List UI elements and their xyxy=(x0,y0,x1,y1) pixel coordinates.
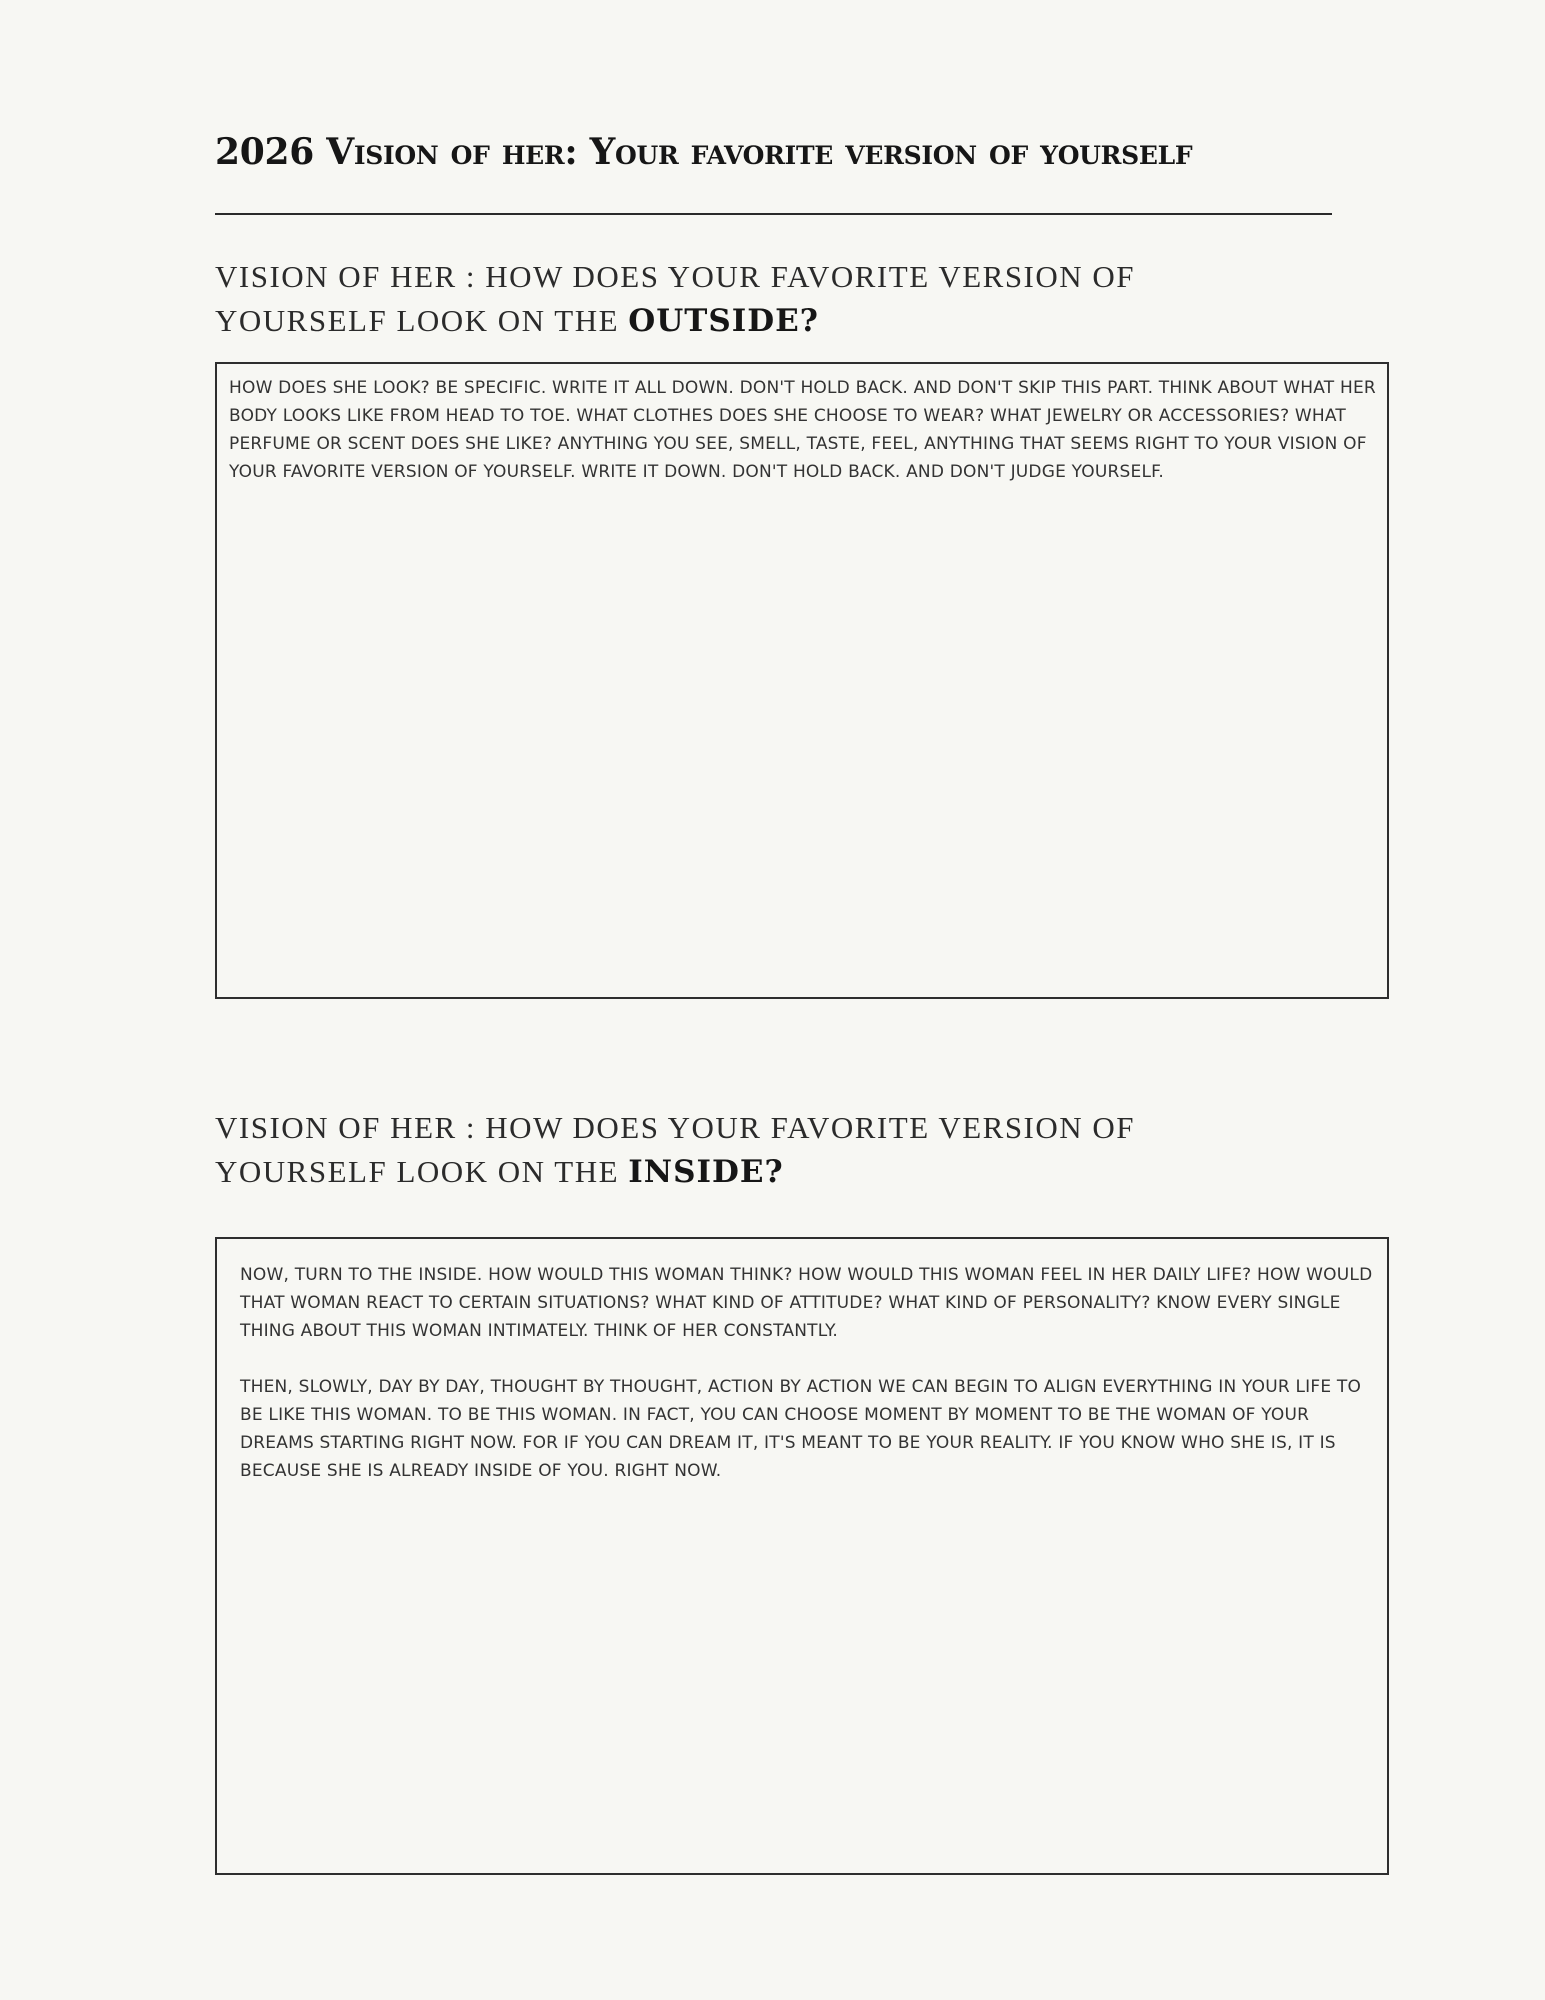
outside-writing-box[interactable] xyxy=(215,362,1389,999)
section-heading-outside-prefix: VISION OF HER : HOW DOES YOUR FAVORITE VERSION OF YOURSELF LOOK ON THE xyxy=(215,259,1136,338)
section-heading-outside-emphasis: OUTSIDE? xyxy=(628,303,819,339)
outside-prompt-text: HOW DOES SHE LOOK? BE SPECIFIC. WRITE IT ALL DOWN. DON'T HOLD BACK. AND DON'T SKIP THIS PART. THINK ABOUT WHAT HER BODY LOOKS LIKE FROM HEAD TO TOE. WHAT CLOTHES DOES SHE CHOOSE TO WEAR? WHAT JEWELRY OR ACCESSORIES? WHAT PERFUME OR SCENT DOES SHE LIKE? ANYTHING YOU SEE, SMELL, TASTE, FEEL, ANYTHING THAT SEEMS RIGHT TO YOUR VISION OF YOUR FAVORITE VERSION OF YOURSELF. WRITE IT DOWN. DON'T HOLD BACK. AND DON'T JUDGE YOURSELF. xyxy=(229,378,1376,482)
title-divider xyxy=(215,213,1332,215)
page-title: 2026 Vision of her: Your favorite version of yourself xyxy=(215,131,1193,173)
section-heading-inside-emphasis: INSIDE? xyxy=(628,1154,784,1190)
section-heading-outside xyxy=(215,255,1215,343)
inside-prompt-paragraph-1: NOW, TURN TO THE INSIDE. HOW WOULD THIS WOMAN THINK? HOW WOULD THIS WOMAN FEEL IN HER DAILY LIFE? HOW WOULD THAT WOMAN REACT TO CERTAIN SITUATIONS? WHAT KIND OF ATTITUDE? WHAT KIND OF PERSONALITY? KNOW EVERY SINGLE THING ABOUT THIS WOMAN INTIMATELY. THINK OF HER CONSTANTLY. xyxy=(240,1265,1373,1341)
inside-writing-box[interactable] xyxy=(215,1237,1389,1875)
section-heading-inside xyxy=(215,1106,1215,1194)
section-heading-inside-prefix: VISION OF HER : HOW DOES YOUR FAVORITE VERSION OF YOURSELF LOOK ON THE xyxy=(215,1110,1136,1189)
inside-prompt-paragraph-2: THEN, SLOWLY, DAY BY DAY, THOUGHT BY THOUGHT, ACTION BY ACTION WE CAN BEGIN TO ALIGN EVERYTHING IN YOUR LIFE TO BE LIKE THIS WOMAN. TO BE THIS WOMAN. IN FACT, YOU CAN CHOOSE MOMENT BY MOMENT TO BE THE WOMAN OF YOUR DREAMS STARTING RIGHT NOW. FOR IF YOU CAN DREAM IT, IT'S MEANT TO BE YOUR REALITY. IF YOU KNOW WHO SHE IS, IT IS BECAUSE SHE IS ALREADY INSIDE OF YOU. RIGHT NOW. xyxy=(240,1377,1362,1481)
